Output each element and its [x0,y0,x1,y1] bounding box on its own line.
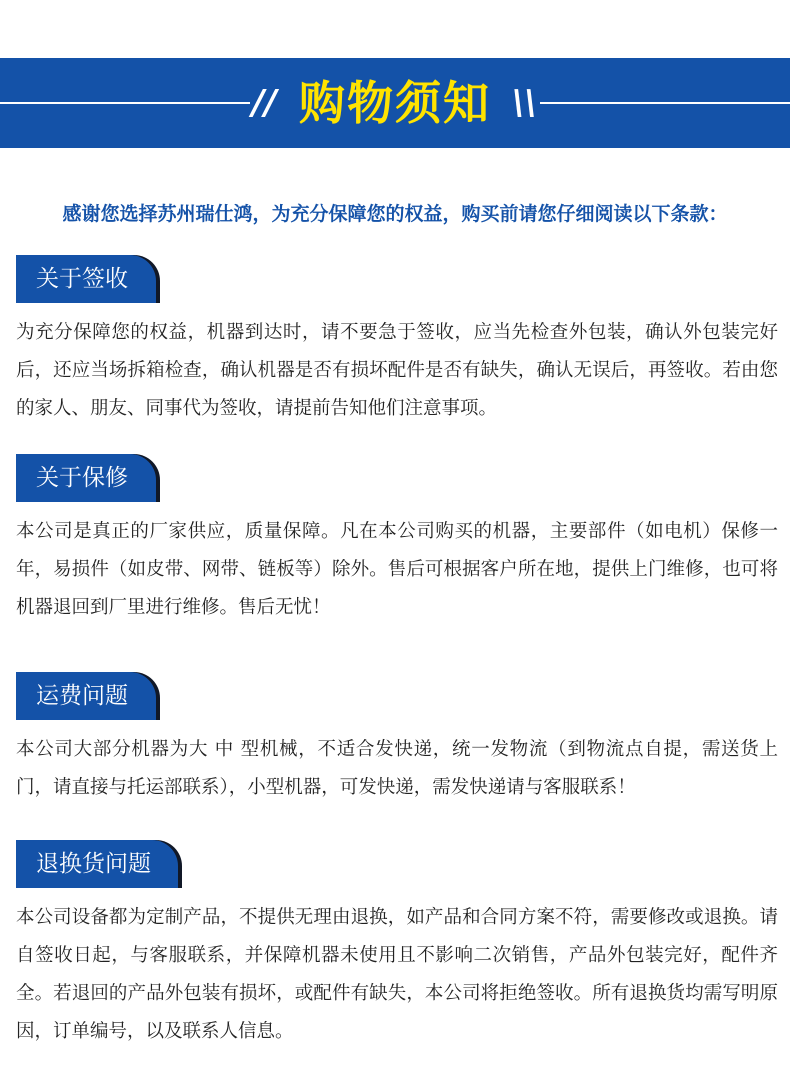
intro-text: 感谢您选择苏州瑞仕鸿，为充分保障您的权益，购买前请您仔细阅读以下条款： [62,203,728,225]
banner-left-slash-deco: // [252,83,277,123]
banner-right-line [540,102,790,104]
section-body-returns: 本公司设备都为定制产品，不提供无理由退换，如产品和合同方案不符，需要修改或退换。请自签收日起，与客服联系，并保障机器未使用且不影响二次销售，产品外包装完好，配件齐全。若退回的产品外包装有损坏，或配件有缺失，本公司将拒绝签收。所有退换货均需写明原因，订单编号，以及联系人信息。 [16,907,778,1042]
section-title-signing: 关于签收 [16,255,156,303]
banner-left-line [0,102,250,104]
section-title-shipping: 运费问题 [16,672,156,720]
section-body-signing: 为充分保障您的权益，机器到达时，请不要急于签收，应当先检查外包装，确认外包装完好后，还应当场拆箱检查，确认机器是否有损坏配件是否有缺失，确认无误后，再签收。若由您的家人、朋友、同事代为签收，请提前告知他们注意事项。 [16,322,778,419]
section-title-returns: 退换货问题 [16,840,178,888]
section-body-warranty: 本公司是真正的厂家供应，质量保障。凡在本公司购买的机器，主要部件（如电机）保修一年，易损件（如皮带、网带、链板等）除外。售后可根据客户所在地，提供上门维修，也可将机器退回到厂里进行维修。售后无忧！ [16,521,778,618]
banner-right-slash-deco: \\ [512,83,537,123]
section-body-shipping: 本公司大部分机器为大 中 型机械，不适合发快递，统一发物流（到物流点自提，需送货上门，请直接与托运部联系），小型机器，可发快递，需发快递请与客服联系！ [16,739,778,798]
section-title-warranty: 关于保修 [16,454,156,502]
page-title: 购物须知 [299,76,491,130]
header-banner [0,58,790,148]
